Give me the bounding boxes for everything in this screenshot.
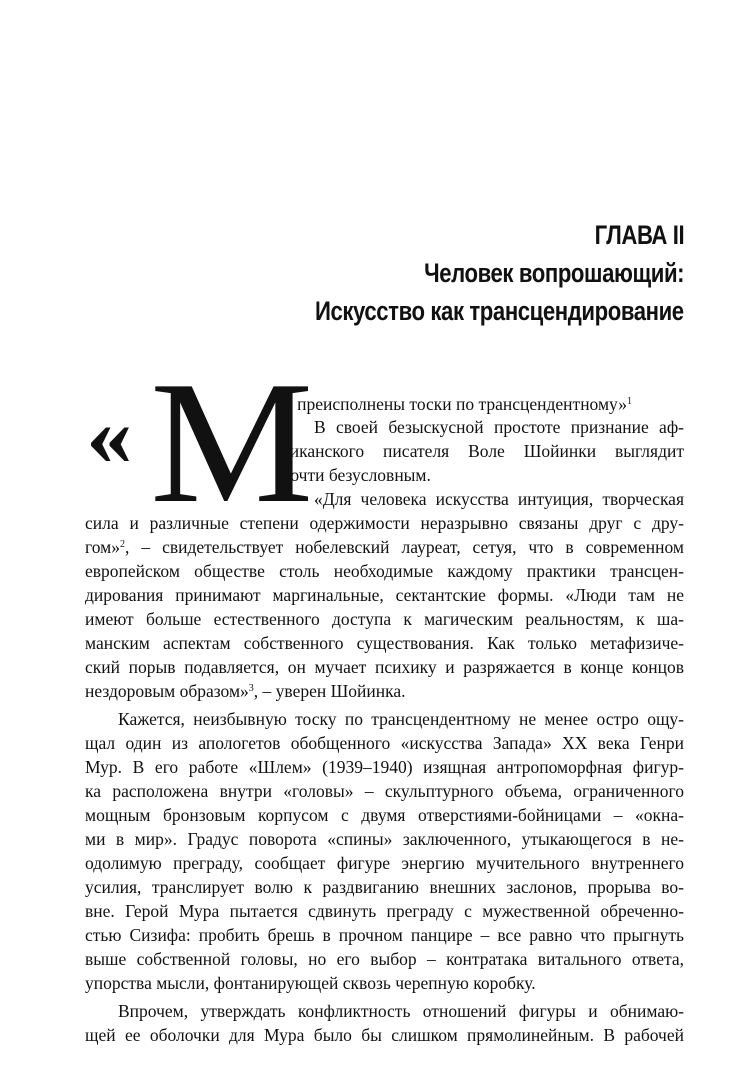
footnote-ref-3: 3	[248, 683, 254, 694]
text-line-21: усилия, транслирует волю к раздвиганию внешних заслонов, прорыва во-	[85, 877, 684, 897]
text-line-26: Впрочем, утверждать конфликтность отношений фигуры и обнимаю-	[118, 1001, 684, 1021]
text-line-9: дирования принимают маргинальные, сектантские формы. «Люди там не	[85, 585, 684, 605]
chapter-title-line-2: Искусство как трансцендирование	[315, 296, 684, 326]
text-line-3: риканского писателя Воле Шойинки выглядит	[281, 441, 684, 461]
chapter-label: ГЛАВА II	[594, 220, 684, 250]
chapter-title-line-1: Человек вопрошающий:	[423, 258, 684, 288]
text-line-14: Кажется, неизбывную тоску по трансцендентному не менее остро ощу-	[118, 709, 684, 729]
text-line-6: сила и различные степени одержимости неразрывно связаны друг с дру-	[85, 513, 684, 533]
text-line-20: одолимую преграду, сообщает фигуре энергию мучительного внутреннего	[85, 853, 684, 873]
text-line-27: щей ее оболочки для Мура было бы слишком прямолинейным. В рабочей	[85, 1025, 684, 1045]
text-line-4: почти безусловным.	[281, 465, 431, 485]
text-line-12: ский порыв подавляется, он мучает психику и разряжается в конце концов	[85, 657, 684, 677]
text-line-25: упорства мысли, фонтанирующей сквозь черепную коробку.	[85, 973, 536, 993]
text-line-24: выше собственной головы, но его выбор – контратака витального ответа,	[85, 949, 684, 969]
text-line-13: нездоровым образом»$^3$, – уверен Шойинка.	[85, 681, 406, 701]
text-line-1: ы преисполнены тоски по трансцендентному»$^1$	[281, 394, 632, 414]
drop-cap-letter: М	[150, 345, 314, 539]
text-line-22: вне. Герой Мура пытается сдвинуть преграду с мужественной обреченно-	[85, 901, 684, 921]
footnote-ref-2: 2	[119, 539, 125, 550]
text-line-23: стью Сизифа: пробить брешь в прочном панцире – все равно что прыгнуть	[85, 925, 684, 945]
text-line-2: В своей безыскусной простоте признание аф-	[314, 417, 684, 437]
text-line-15: щал один из апологетов обобщенного «искусства Запада» XX века Генри	[85, 733, 684, 753]
text-line-16: Мур. В его работе «Шлем» (1939–1940) изящная антропоморфная фигур-	[85, 757, 684, 777]
text-line-17: ка расположена внутри «головы» – скульптурного объема, ограниченного	[85, 781, 684, 801]
opening-quote-mark: «	[86, 387, 120, 484]
text-line-10: имеют больше естественного доступа к магическим реальностям, к ша-	[85, 609, 684, 629]
text-line-19: ми в мир». Градус поворота «спины» заключенного, утыкающегося в не-	[85, 829, 684, 849]
text-line-18: мощным бронзовым корпусом с двумя отверстиями-бойницами – «окна-	[85, 805, 684, 825]
text-line-8: европейском обществе столь необходимые каждому практики трансцен-	[85, 561, 684, 581]
text-line-7: гом»$^2$, – свидетельствует нобелевский лауреат, сетуя, что в современном	[85, 537, 684, 557]
text-line-5: «Для человека искусства интуиция, творческая	[314, 489, 684, 509]
footnote-ref-1: 1	[626, 396, 632, 407]
text-line-11: манским аспектам собственного существования. Как только метафизиче-	[85, 633, 684, 653]
